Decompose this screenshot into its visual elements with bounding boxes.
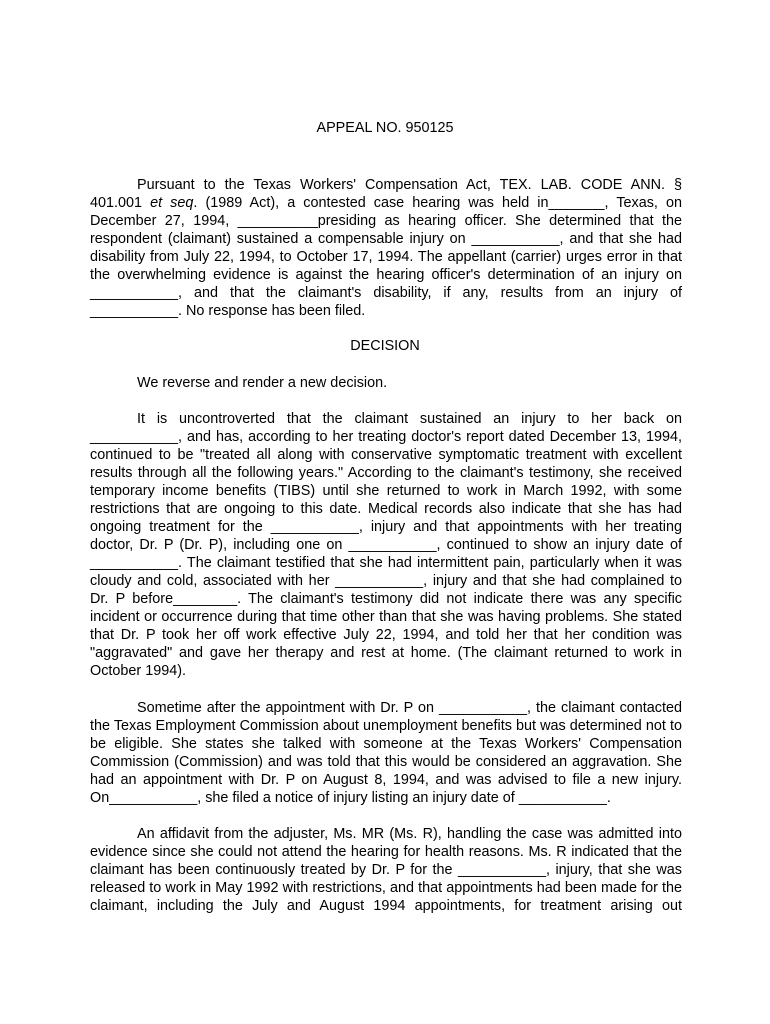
document-title: APPEAL NO. 950125 [316, 120, 454, 136]
para4-text: Sometime after the appointment with Dr. P on ___________, the claimant contacted the Texas Employment Commission about unemployment benefits but was determined not to be eligible. She states she talked with someone at the Texas Workers' Compensation Commission (Commission) and was told that this would be considered an aggravation. She had an appointment with Dr. P on August 8, 1994, and was advised to file a new injury. On___________, she filed a notice of injury listing an injury date of ___________. [90, 700, 682, 806]
paragraph-commission-contact [90, 699, 682, 807]
para2-text: We reverse and render a new decision. [137, 375, 388, 391]
para1-text-a: Pursuant to the Texas Workers' Compensation Act, TEX. LAB. CODE ANN. § 401.001 [90, 177, 682, 211]
para1-italic: et seq [150, 195, 194, 211]
paragraph-decision-summary [90, 374, 682, 392]
paragraph-background [90, 410, 682, 680]
para5-text: An affidavit from the adjuster, Ms. MR (Ms. R), handling the case was admitted into evidence since she could not attend the hearing for health reasons. Ms. R indicated that the claimant has been continuously treated by Dr. P for the ___________, injury, that she was released to work in May 1992 with restrictions, and that appointments had been made for the claimant, including the July and August 1994 appointments, for treatment arising out [90, 826, 682, 914]
para3-text: It is uncontroverted that the claimant sustained an injury to her back on ___________, and has, according to her treating doctor's report dated December 13, 1994, continued to be "treated all along with conservative symptomatic treatment with excellent results through all the following years." According to the claimant's testimony, she received temporary income benefits (TIBS) until she returned to work in March 1992, with some restrictions that are ongoing to this date. Medical records also indicate that she has had ongoing treatment for the ___________, injury and that appointments with her treating doctor, Dr. P (Dr. P), including one on ___________, continued to show an injury date of ___________. The claimant testified that she had intermittent pain, particularly when it was cloudy and cold, associated with her ___________, injury and that she had complained to Dr. P before________. The claimant's testimony did not indicate there was any specific incident or occurrence during that time other than that she was having problems. She stated that Dr. P took her off work effective July 22, 1994, and told her that her condition was "aggravated" and gave her therapy and rest at home. (The claimant returned to work in October 1994). [90, 411, 682, 679]
paragraph-adjuster-affidavit [90, 825, 682, 915]
decision-heading: DECISION [350, 338, 420, 354]
para1-text-b: . (1989 Act), a contested case hearing was held in_______, Texas, on December 27, 1994, __________presiding as hearing officer. She determined that the respondent (claimant) sustained a compensable injury on ___________, and that she had disability from July 22, 1994, to October 17, 1994. The appellant (carrier) urges error in that the overwhelming evidence is against the hearing officer's determination of an injury on ___________, and that the claimant's disability, if any, results from an injury of ___________. No response has been filed. [90, 195, 682, 319]
paragraph-procedural-history [90, 176, 682, 320]
